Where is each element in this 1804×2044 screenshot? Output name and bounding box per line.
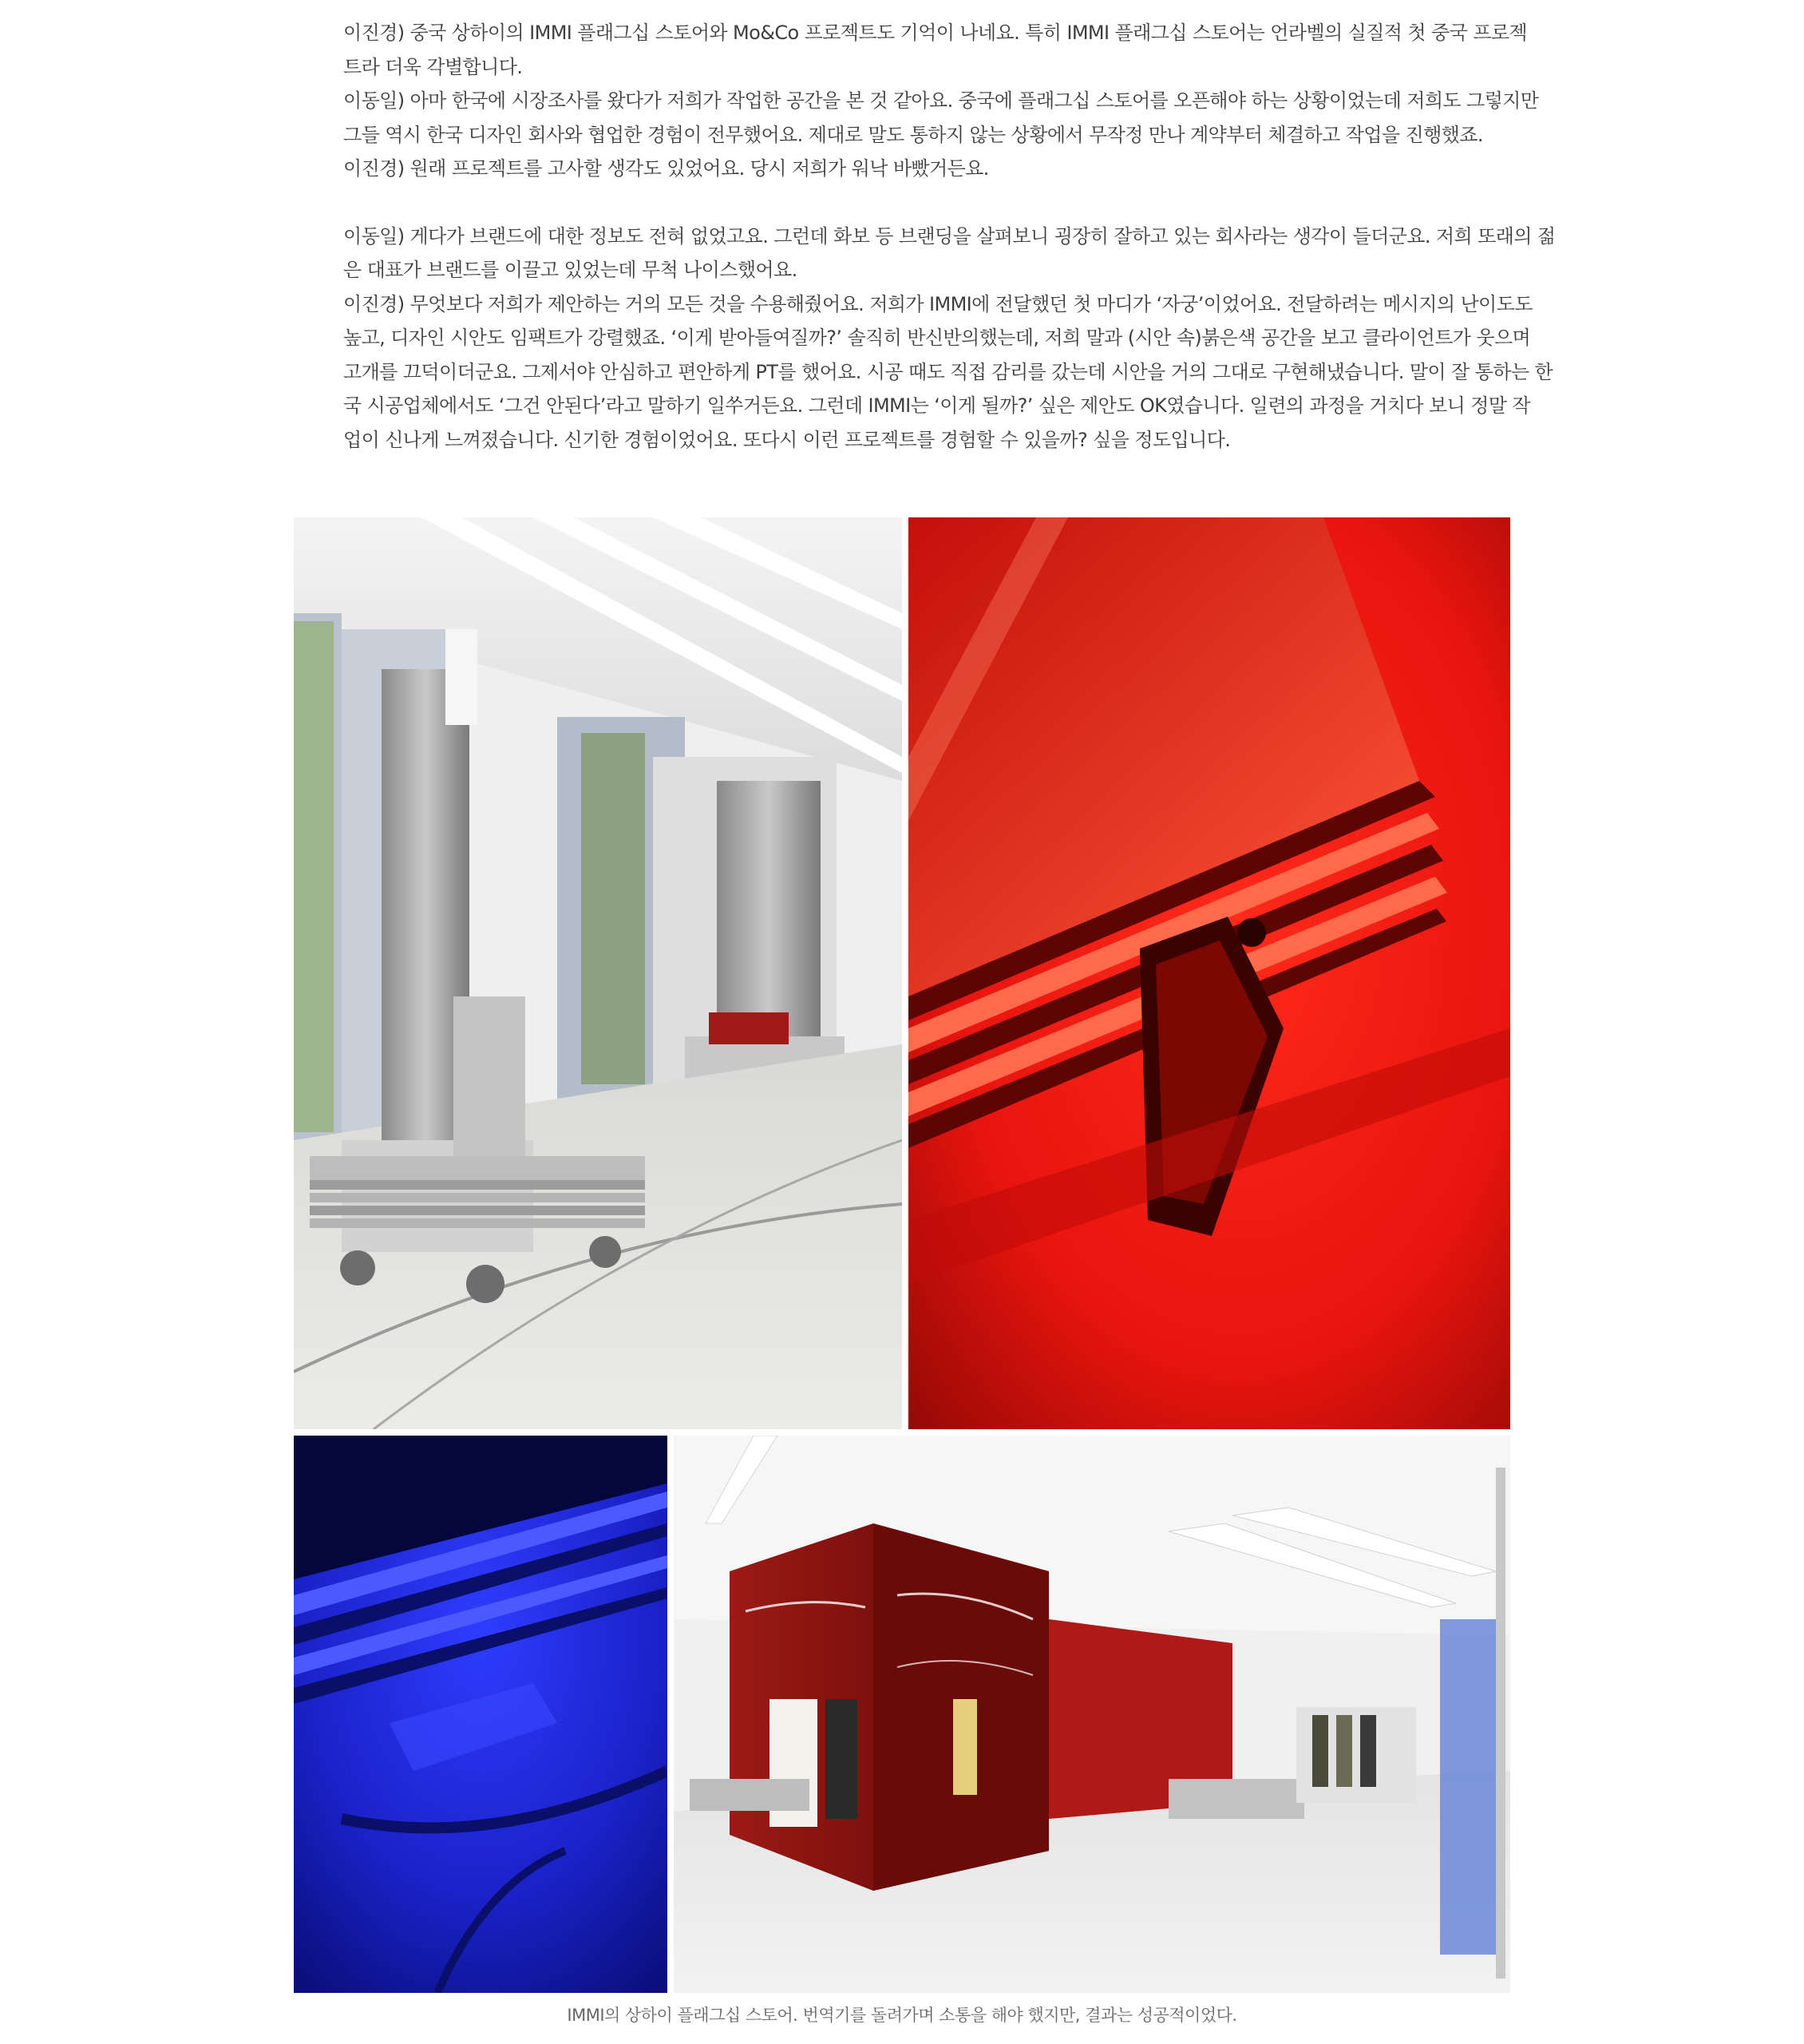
text-line: 이진경) 무엇보다 저희가 제안하는 거의 모든 것을 수용해줬어요. 저희가 IMMI에 전달했던 첫 마디가 ‘자궁’이었어요. 전달하려는 메시지의 난이도도 (343, 292, 1533, 315)
gallery-caption: IMMI의 상하이 플래그십 스토어. 번역기를 돌려가며 소통을 해야 했지만, 결과는 성공적이었다. (567, 2006, 1237, 2025)
photo-gallery (294, 517, 1510, 1993)
text-line: 이동일) 게다가 브랜드에 대한 정보도 전혀 없었고요. 그런데 화보 등 브랜딩을 살펴보니 굉장히 잘하고 있는 회사라는 생각이 들더군요. 저희 또래의 젊 (343, 224, 1556, 248)
text-line: 이동일) 아마 한국에 시장조사를 왔다가 저희가 작업한 공간을 본 것 같아요. 중국에 플래그십 스토어를 오픈해야 하는 상황이었는데 저희도 그렇지만 (343, 89, 1539, 112)
text-line: 높고, 디자인 시안도 임팩트가 강렬했죠. ‘이게 받아들여질까?’ 솔직히 반신반의했는데, 저희 말과 (시안 속)붉은색 공간을 보고 클라이언트가 웃으며 (343, 327, 1531, 349)
text-line: 이진경) 원래 프로젝트를 고사할 생각도 있었어요. 당시 저희가 워낙 바빴거든요. (343, 157, 989, 180)
photo-red-detail (908, 517, 1510, 1429)
interview-paragraph-1 (343, 16, 1539, 186)
text-line: 국 시공업체에서도 ‘그건 안된다’라고 말하기 일쑤거든요. 그런데 IMMI는 ‘이게 될까?’ 싶은 제안도 OK였습니다. 일련의 과정을 거치다 보니 정말 작 (343, 394, 1530, 417)
text-line: 은 대표가 브랜드를 이끌고 있었는데 무척 나이스했어요. (343, 259, 797, 281)
text-line: 업이 신나게 느껴졌습니다. 신기한 경험이었어요. 또다시 이런 프로젝트를 경험할 수 있을까? 싶을 정도입니다. (343, 428, 1231, 451)
text-line: 그들 역시 한국 디자인 회사와 협업한 경험이 전무했어요. 제대로 말도 통하지 않는 상황에서 무작정 만나 계약부터 체결하고 작업을 진행했죠. (343, 123, 1483, 146)
photo-store-interior-cart (294, 517, 902, 1429)
text-line: 트라 더욱 각별합니다. (343, 55, 523, 78)
text-line: 고개를 끄덕이더군요. 그제서야 안심하고 편안하게 PT를 했어요. 시공 때도 직접 감리를 갔는데 시안을 거의 그대로 구현해냈습니다. 말이 잘 통하는 한 (343, 360, 1553, 383)
text-line: 이진경) 중국 상하이의 IMMI 플래그십 스토어와 Mo&Co 프로젝트도 기억이 나네요. 특히 IMMI 플래그십 스토어는 언라벨의 실질적 첫 중국 프로젝 (343, 22, 1527, 44)
photo-store-red-box (674, 1436, 1510, 1993)
article-body (343, 16, 1556, 457)
photo-blue-detail (294, 1436, 667, 1993)
paragraph-spacer (343, 186, 1469, 220)
interview-paragraph-2 (343, 220, 1556, 458)
